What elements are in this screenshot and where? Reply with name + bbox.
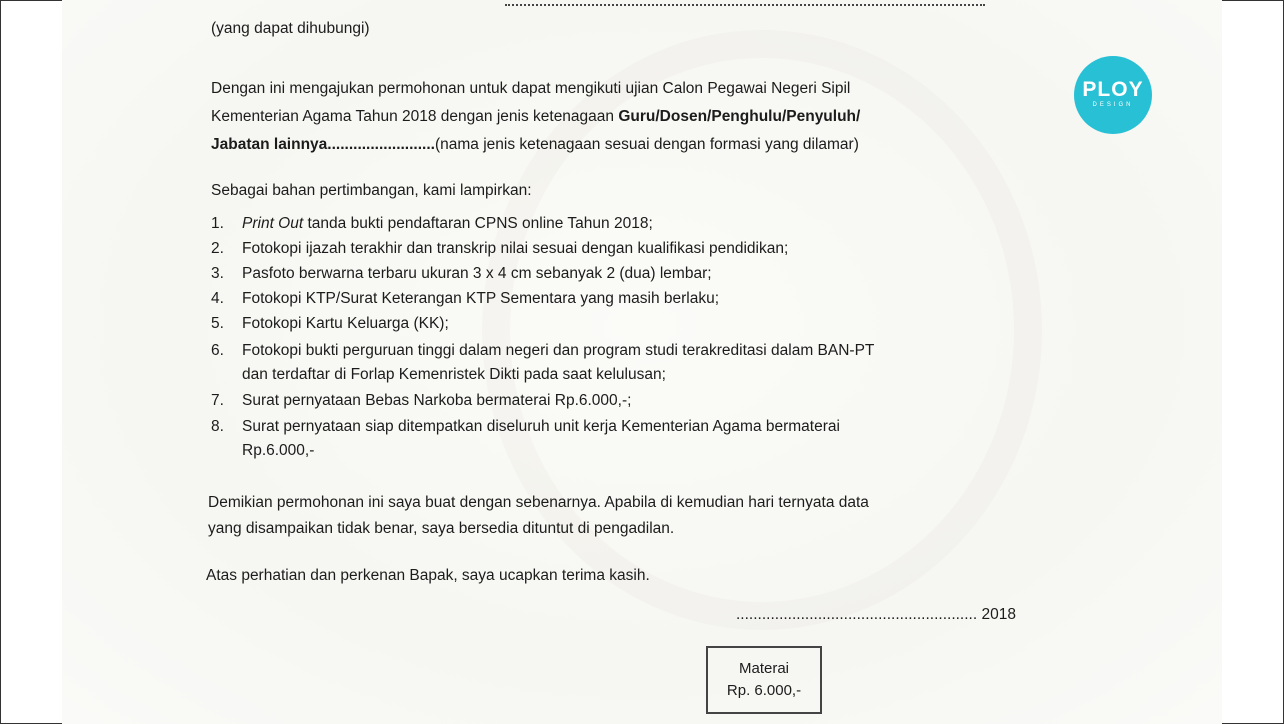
list-item: Fotokopi ijazah terakhir dan transkrip nilai sesuai dengan kualifikasi pendidikan; — [242, 240, 789, 257]
intro-line-2-text: Kementerian Agama Tahun 2018 dengan jenis ketenagaan — [211, 108, 619, 125]
list-item-text: tanda bukti pendaftaran CPNS online Tahun 2018; — [303, 215, 653, 232]
list-item-continuation: dan terdaftar di Forlap Kemenristek Dikti pada saat kelulusan; — [242, 366, 666, 383]
closing-line-2: yang disampaikan tidak benar, saya bersedia dituntut di pengadilan. — [208, 520, 675, 537]
list-item-number: 8. — [211, 418, 224, 435]
ploy-logo — [1074, 56, 1152, 134]
list-item-number: 2. — [211, 240, 224, 257]
intro-line-2 — [211, 108, 860, 126]
list-item — [242, 215, 653, 233]
contact-note: (yang dapat dihubungi) — [211, 20, 370, 37]
logo-text: PLOY — [1082, 78, 1144, 101]
list-item: Surat pernyataan Bebas Narkoba bermaterai Rp.6.000,-; — [242, 392, 632, 409]
date-line: ........................................................ 2018 — [736, 606, 1016, 623]
intro-line-3 — [211, 136, 859, 154]
list-item-number: 5. — [211, 315, 224, 332]
intro-line-3-text: (nama jenis ketenagaan sesuai dengan formasi yang dilamar) — [434, 136, 859, 153]
attachments-heading: Sebagai bahan pertimbangan, kami lampirkan: — [211, 182, 532, 199]
list-item-number: 3. — [211, 265, 224, 282]
logo-subtext: DESIGN — [1092, 102, 1134, 108]
stamp-label: Materai — [738, 660, 790, 677]
intro-line-1: Dengan ini mengajukan permohonan untuk dapat mengikuti ujian Calon Pegawai Negeri Sipil — [211, 80, 851, 97]
list-item-number: 1. — [211, 215, 224, 232]
list-item: Surat pernyataan siap ditempatkan diseluruh unit kerja Kementerian Agama bermaterai — [242, 418, 840, 435]
list-item-number: 7. — [211, 392, 224, 409]
closing-line-1: Demikian permohonan ini saya buat dengan sebenarnya. Apabila di kemudian hari ternyata data — [208, 494, 869, 511]
list-item: Fotokopi bukti perguruan tinggi dalam negeri dan program studi terakreditasi dalam BAN-PT — [242, 342, 875, 359]
list-item: Fotokopi KTP/Surat Keterangan KTP Sementara yang masih berlaku; — [242, 290, 720, 307]
intro-other-position: Jabatan lainnya......................... — [211, 136, 435, 153]
top-dotted-line — [505, 0, 985, 6]
thanks-line: Atas perhatian dan perkenan Bapak, saya ucapkan terima kasih. — [206, 567, 650, 584]
list-item-number: 6. — [211, 342, 224, 359]
list-item: Fotokopi Kartu Keluarga (KK); — [242, 315, 449, 332]
list-item-italic: Print Out — [242, 215, 304, 232]
list-item-number: 4. — [211, 290, 224, 307]
list-item: Pasfoto berwarna terbaru ukuran 3 x 4 cm sebanyak 2 (dua) lembar; — [242, 265, 712, 282]
intro-position-types: Guru/Dosen/Penghulu/Penyuluh/ — [618, 108, 861, 125]
list-item-continuation: Rp.6.000,- — [242, 442, 315, 459]
stamp-amount: Rp. 6.000,- — [726, 682, 802, 699]
stamp-duty-box — [706, 646, 822, 714]
